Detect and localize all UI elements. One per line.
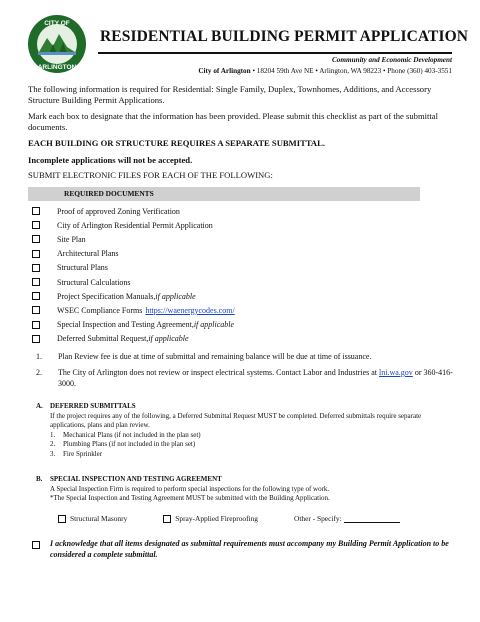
list-item: 2. Plumbing Plans (if not included in the plan set) [50, 440, 196, 449]
option-label: Spray-Applied Fireproofing [175, 514, 259, 523]
checklist-label: Deferred Submittal Request, [57, 334, 149, 344]
option-label: Structural Masonry [70, 514, 128, 523]
option-label: Other - Specify: [294, 514, 342, 523]
note-1 [36, 352, 456, 363]
spray-fireproofing-checkbox[interactable] [163, 515, 171, 523]
header-divider [98, 52, 452, 54]
checklist-item [32, 218, 452, 232]
section-title: SPECIAL INSPECTION AND TESTING AGREEMENT [50, 475, 222, 483]
checklist-label: Structural Plans [57, 263, 108, 273]
acknowledgement-text: I acknowledge that all items designated as submittal requirements must accompany my Building Permit Application to be considered a complete submittal. [50, 539, 449, 559]
section-letter: A. [36, 402, 43, 410]
checklist-suffix: if applicable [148, 334, 189, 344]
wsec-link[interactable]: https://waenergycodes.com/ [145, 305, 235, 315]
intro-paragraph-2: Mark each box to designate that the information has been provided. Please submit this checklist as part of the submittal documents. [28, 111, 439, 132]
checklist-checkbox[interactable] [32, 264, 40, 272]
checklist-item [32, 204, 452, 218]
checklist-checkbox[interactable] [32, 335, 40, 343]
checklist-label: City of Arlington Residential Permit Application [57, 220, 213, 230]
other-specify-field[interactable] [344, 515, 400, 523]
address-text: • 18204 59th Ave NE • Arlington, WA 98223 • Phone (360) 403-3551 [250, 67, 452, 75]
checklist-item [32, 247, 452, 261]
department-name: Community and Economic Development [332, 56, 452, 64]
checklist-item [32, 332, 452, 346]
checklist-label: Site Plan [57, 234, 86, 244]
page-title: RESIDENTIAL BUILDING PERMIT APPLICATION [100, 28, 469, 45]
section-title: DEFERRED SUBMITTALS [50, 402, 136, 410]
checklist-item [32, 232, 452, 246]
city-name: City of Arlington [198, 67, 251, 75]
section-letter: B. [36, 475, 43, 483]
checklist-item [32, 275, 452, 289]
required-documents-header: REQUIRED DOCUMENTS [28, 187, 420, 201]
checklist-label: Architectural Plans [57, 249, 119, 259]
option-other [294, 514, 400, 523]
option-structural-masonry [58, 514, 127, 523]
checklist-label: Proof of approved Zoning Verification [57, 206, 180, 216]
checklist-checkbox[interactable] [32, 235, 40, 243]
checklist-checkbox[interactable] [32, 207, 40, 215]
checklist-checkbox[interactable] [32, 221, 40, 229]
logo-text-top: CITY OF [44, 20, 70, 27]
checklist-label: Structural Calculations [57, 277, 131, 287]
section-text-2: *The Special Inspection and Testing Agreement MUST be submitted with the Building Application. [50, 494, 330, 503]
note-text: Plan Review fee is due at time of submittal and remaining balance will be due at time of issuance. [58, 352, 372, 361]
acknowledgement-checkbox[interactable] [32, 541, 40, 549]
city-seal-logo [27, 14, 87, 74]
list-item: 3. Fire Sprinkler [50, 449, 103, 458]
option-spray-fireproofing [163, 514, 258, 523]
note-number: 1. [36, 352, 42, 361]
list-item: 1. Mechanical Plans (if not included in the plan set) [50, 430, 201, 439]
checklist-label: Special Inspection and Testing Agreement, [57, 320, 194, 330]
checklist-suffix: if applicable [155, 291, 196, 301]
structural-masonry-checkbox[interactable] [58, 515, 66, 523]
checklist-checkbox[interactable] [32, 250, 40, 258]
section-text-1: A Special Inspection Firm is required to perform special inspections for the following type of work. [50, 484, 330, 493]
note-text: The City of Arlington does not review or inspect electrical systems. Contact Labor and Industries at lni.wa.gov or 360-416-3000. [58, 368, 453, 388]
inspection-options [58, 514, 436, 523]
checklist-item [32, 261, 452, 275]
logo-text-bottom: ARLINGTON [37, 64, 77, 71]
checklist-checkbox[interactable] [32, 278, 40, 286]
section-deferred-submittals [36, 402, 456, 460]
acknowledgement [32, 539, 456, 560]
note-2 [36, 368, 456, 389]
note-number: 2. [36, 368, 42, 377]
required-documents-checklist [32, 204, 452, 346]
checklist-item [32, 303, 452, 317]
separate-submittal-notice: EACH BUILDING OR STRUCTURE REQUIRES A SEPARATE SUBMITTAL. [28, 138, 326, 148]
checklist-label: Project Specification Manuals, [57, 291, 156, 301]
section-special-inspection [36, 475, 456, 504]
lni-link[interactable]: lni.wa.gov [379, 368, 413, 377]
intro-paragraph-1: The following information is required for Residential: Single Family, Duplex, Townhomes, Additions, and Accessory Structure Building Permit Applications. [28, 84, 432, 105]
section-text: If the project requires any of the following, a Deferred Submittal Request MUST be completed. Deferred submittals require separate applications, plans and plan review. [50, 411, 422, 430]
checklist-checkbox[interactable] [32, 292, 40, 300]
checklist-label: WSEC Compliance Forms [57, 305, 143, 315]
checklist-suffix: if applicable [193, 320, 235, 330]
checklist-checkbox[interactable] [32, 321, 40, 329]
checklist-item [32, 289, 452, 303]
city-address [198, 67, 452, 75]
incomplete-notice: Incomplete applications will not be accepted. [28, 155, 193, 165]
checklist-item [32, 318, 452, 332]
submit-instructions: SUBMIT ELECTRONIC FILES FOR EACH OF THE FOLLOWING: [28, 170, 273, 180]
checklist-checkbox[interactable] [32, 306, 40, 314]
